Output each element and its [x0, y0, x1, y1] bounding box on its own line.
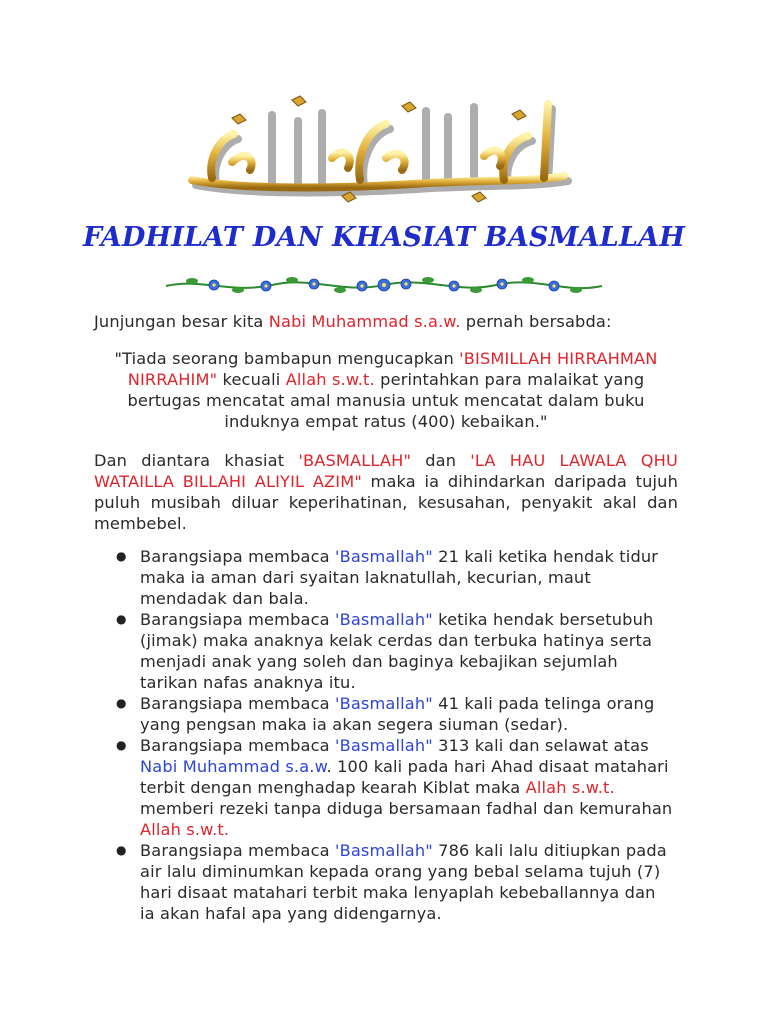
bismillah-phrase: 'BISMILLAH HIRRAHMAN NIRRAHIM": [127, 349, 658, 389]
basmallah-phrase: 'BASMALLAH": [298, 451, 412, 470]
prophet-name: Nabi Muhammad s.a.w.: [268, 312, 461, 331]
basmallah-calligraphy-icon: [172, 88, 580, 208]
khasiat-paragraph: Dan diantara khasiat 'BASMALLAH" dan 'LA HAU LAWALA QHU WATAILLA BILLAHI ALIYIL AZIM" maka ia dihindarkan daripada tujuh puluh musibah diluar keperihatinan, kesusahan, penyakit akal dan membebel.: [94, 451, 678, 533]
bullet-icon: ●: [116, 696, 127, 710]
list-item: ● Barangsiapa membaca 'Basmallah" 41 kali pada telinga orang yang pengsan maka ia akan segera siuman (sedar).: [116, 694, 655, 734]
floral-vine-icon: [162, 270, 606, 300]
bullet-icon: ●: [116, 549, 127, 563]
list-item: ● Barangsiapa membaca 'Basmallah" 786 kali lalu ditiupkan pada air lalu diminumkan kepada orang yang bebal selama tujuh (7) hari disaat matahari terbit maka lenyaplah kebeballannya dan ia akan hafal apa yang didengarnya.: [116, 841, 667, 923]
bullet-icon: ●: [116, 612, 127, 626]
list-item: ● Barangsiapa membaca 'Basmallah" 21 kali ketika hendak tidur maka ia aman dari syaitan laknatullah, kecurian, maut mendadak dan bala.: [116, 547, 659, 608]
page-title: FADHILAT DAN KHASIAT BASMALLAH: [82, 222, 686, 253]
benefits-list: [114, 546, 674, 924]
hadith-quote: "Tiada seorang bambapun mengucapkan 'BISMILLAH HIRRAHMAN NIRRAHIM" kecuali Allah s.w.t. perintahkan para malaikat yang bertugas mencatat amal manusia untuk mencatat dalam buku induknya empat ratus (400) kebaikan.": [114, 349, 658, 431]
intro-paragraph: Junjungan besar kita Nabi Muhammad s.a.w. pernah bersabda:: [94, 312, 612, 331]
list-item: ● Barangsiapa membaca 'Basmallah" 313 kali dan selawat atas Nabi Muhammad s.a.w. 100 kali pada hari Ahad disaat matahari terbit dengan menghadap kearah Kiblat maka Allah s.w.t. memberi rezeki tanpa diduga bersamaan fadhal dan kemurahan Allah s.w.t.: [116, 736, 673, 839]
bullet-icon: ●: [116, 738, 127, 752]
lahau-phrase: 'LA HAU LAWALA QHU WATAILLA BILLAHI ALIYIL AZIM": [94, 451, 678, 491]
bullet-icon: ●: [116, 843, 127, 857]
list-item: ● Barangsiapa membaca 'Basmallah" ketika hendak bersetubuh (jimak) maka anaknya kelak cerdas dan terbuka hatinya serta menjadi anak yang soleh dan baginya kebajikan sejumlah tarikan nafas anaknya itu.: [116, 610, 654, 692]
allah-name: Allah s.w.t.: [285, 370, 375, 389]
